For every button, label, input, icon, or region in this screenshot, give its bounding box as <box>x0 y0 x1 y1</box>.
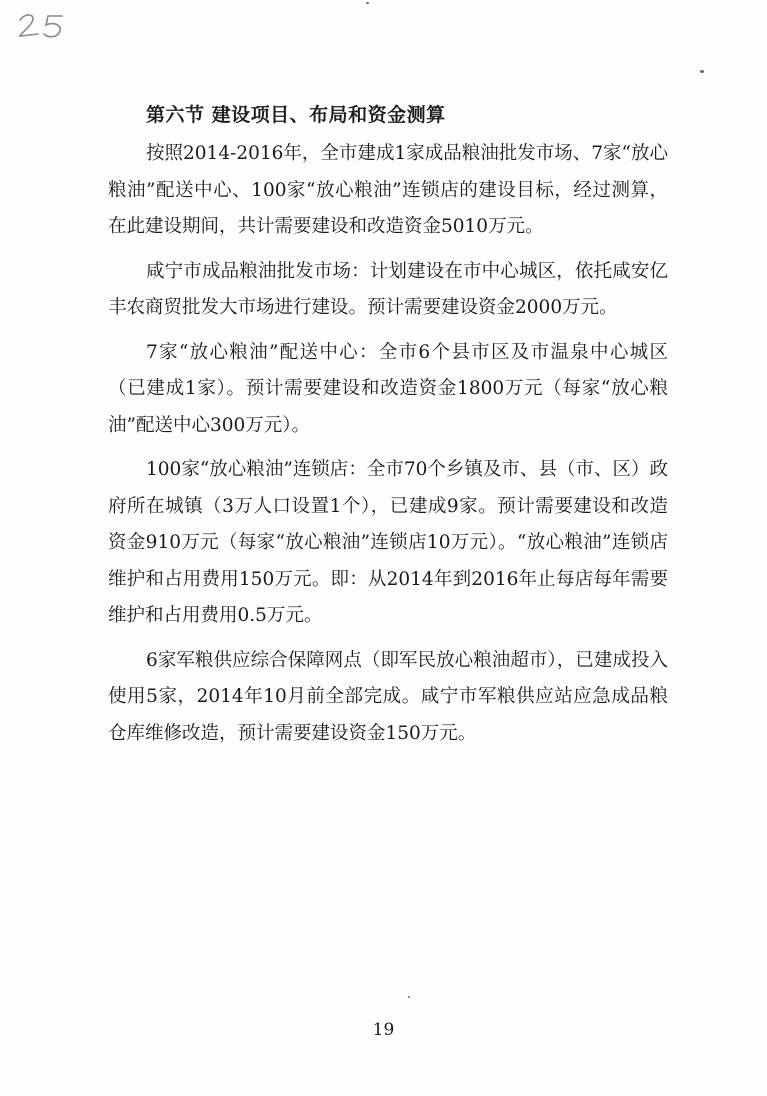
paragraph-chain-stores: 100家“放心粮油”连锁店：全市70个乡镇及市、县（市、区）政府所在城镇（3万人口设置1个），已建成9家。预计需要建设和改造资金910万元（每家“放心粮油”连锁店10万元）。“放心粮油”连锁店维护和占用费用150万元。即：从2014年到2016年止每店每年需要维护和占用费用0.5万元。 <box>108 459 668 626</box>
paragraph-distribution-centers: 7家“放心粮油”配送中心：全市6个县市区及市温泉中心城区（已建成1家）。预计需要建设和改造资金1800万元（每家“放心粮油”配送中心300万元）。 <box>108 341 668 436</box>
page-number: 19 <box>372 1020 395 1040</box>
section-heading: 第六节 建设项目、布局和资金测算 <box>146 104 446 126</box>
paragraph-overview: 按照2014-2016年，全市建成1家成品粮油批发市场、7家“放心粮油”配送中心、100家“放心粮油”连锁店的建设目标，经过测算，在此建设期间，共计需要建设和改造资金5010万元。 <box>108 143 668 237</box>
paragraph-military-supply: 6家军粮供应综合保障网点（即军民放心粮油超市），已建成投入使用5家，2014年10月前全部完成。咸宁市军粮供应站应急成品粮仓库维修改造，预计需要建设资金150万元。 <box>108 649 668 744</box>
paragraph-wholesale-market: 咸宁市成品粮油批发市场：计划建设在市中心城区，依托咸安亿丰农商贸批发大市场进行建设。预计需要建设资金2000万元。 <box>108 260 668 318</box>
scan-speck <box>700 70 704 73</box>
document-body <box>108 96 668 760</box>
scan-speck <box>366 2 369 4</box>
scan-speck <box>408 996 410 998</box>
handwritten-page-mark <box>14 8 74 42</box>
